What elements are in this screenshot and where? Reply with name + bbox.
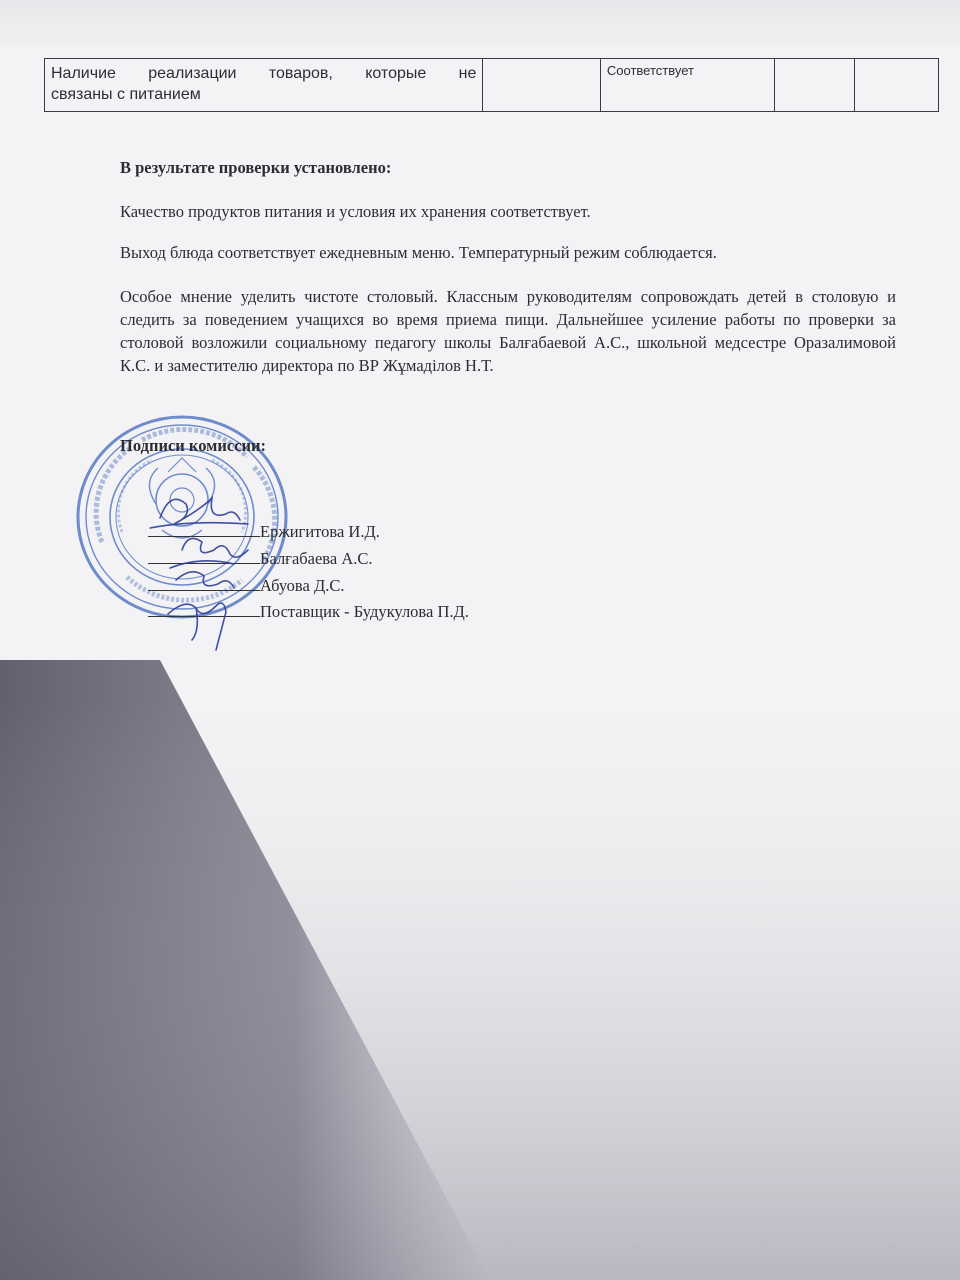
item-text-line1: Наличие реализации товаров, которые не [51, 65, 477, 82]
member-name: Балғабаева А.С. [260, 549, 373, 568]
table-row [45, 59, 939, 112]
signature-line-2 [148, 546, 373, 570]
table-cell-empty [854, 59, 938, 112]
signature-underline [148, 573, 260, 591]
signature-line-3 [148, 573, 344, 597]
signature-underline [148, 519, 260, 537]
signatures-title: Подписи комиссии: [120, 436, 267, 455]
member-name: Поставщик - Будукулова П.Д. [260, 602, 469, 621]
table-cell-empty [774, 59, 854, 112]
signature-underline [148, 599, 260, 617]
table-cell-empty [483, 59, 601, 112]
inspection-table [44, 58, 939, 112]
findings-paragraph-3: Особое мнение уделить чистоте столовый. Классным руководителям сопровождать детей в столовую и следить за поведением учащихся во время приема пищи. Дальнейшее усиление работы по проверки за столовой возложили социальному педагогу школы Балғабаевой А.С., школьной медсестре Оразалимовой К.С. и заместителю директора по ВР Жұмаділов Н.Т. [120, 287, 896, 375]
table-cell-status: Соответствует [600, 59, 774, 112]
item-text-line2: связаны с питанием [51, 86, 201, 103]
signature-line-1 [148, 519, 380, 543]
findings-paragraph-1: Качество продуктов питания и условия их хранения соответствует. [120, 202, 591, 221]
page-top-edge [0, 0, 960, 46]
table-cell-item [45, 59, 483, 112]
member-name: Ержигитова И.Д. [260, 522, 380, 541]
signature-underline [148, 546, 260, 564]
signature-line-4 [148, 599, 469, 623]
findings-paragraph-2: Выход блюда соответствует ежедневным меню. Температурный режим соблюдается. [120, 243, 717, 262]
member-name: Абуова Д.С. [260, 576, 345, 595]
findings-heading: В результате проверки установлено: [120, 158, 392, 177]
